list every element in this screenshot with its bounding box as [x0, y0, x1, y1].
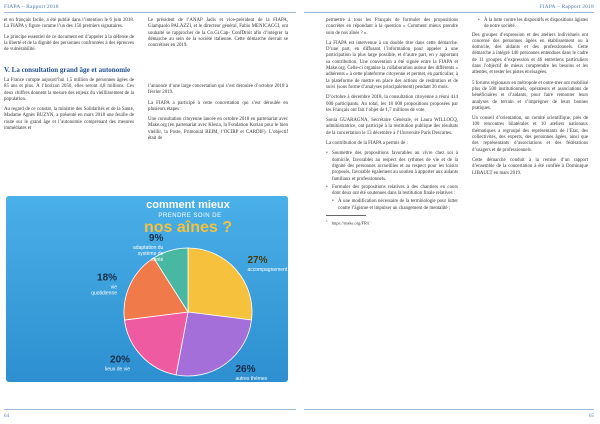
left-col1-section [4, 78, 134, 136]
pie-percent-label: 18% [97, 272, 118, 284]
section-title: V. La consultation grand âge et autonomie [4, 66, 131, 74]
pie-slices [124, 248, 252, 376]
left-col2-section [148, 84, 288, 146]
paragraph: Sonia GUARAGNA, Secrétaire Générale, et Laura WILLOCQ, administratrice, ont participé à la restitution publique des résultats de la concertation le 13 décembre à l’Université Paris Descartes. [326, 118, 458, 136]
paragraph: La contribution de la FIAPA a permis de : [326, 141, 408, 147]
contribution-list [326, 151, 458, 212]
footnote-text: https://make.org/FR/f [331, 219, 370, 225]
paragraph: et en français facile, a été publié dans l’intention le 6 juin 2018. La FIAPA y figure comme l’un des 150 premiers signataires. [4, 18, 134, 30]
pie-percent-label: 9% [148, 232, 164, 244]
footnote [326, 218, 458, 227]
paragraph: La FIAPA a participé à cette concertation qui s’est déroulée en plusieurs étapes : [148, 100, 288, 112]
pie-category-label: quotidienne [91, 290, 118, 297]
pie-category-label: adaptation du [133, 244, 164, 251]
pie-category-label: autres thèmes [235, 375, 268, 382]
right-col2 [472, 18, 588, 181]
paragraph: D’octobre à décembre 2018, la consultation citoyenne a réuni 414 000 participants. Au total, les 18 000 propositions proposées par les Français ont fait l’objet de 1,7 millions de vote. [326, 95, 458, 113]
paragraph: Au regard de ce constat, la ministre des Solidarités et de la Santé, Madame Agnès BUZYN, a présenté en mars 2018 une feuille de route sur le grand âge et l’autonomie comprenant des mesures immédiates et [4, 107, 134, 132]
continued-list [472, 18, 588, 31]
page-number-right: 65 [589, 414, 594, 419]
right-col1 [326, 18, 458, 226]
chart-title-line3: nos aînes ? [143, 219, 233, 236]
left-col2-top [148, 18, 288, 53]
page-number-left: 64 [4, 414, 9, 419]
paragraph: Cette démarche conduit à la remise d’un rapport d’ensemble de la concertation à été confiée à Dominique LIBAULT en mars 2019. [472, 157, 588, 176]
left-col1-top [4, 18, 134, 57]
paragraph: La France compte aujourd’hui 1,5 million de personnes âgées de 85 ans et plus. À l’horizon 2050, elles seront 4,8 millions. Ces deux chiffres donnent la mesure des enjeux du vieillissement de la population. [4, 78, 134, 102]
header-rule-left [4, 12, 296, 13]
running-head-left: FIAPA – Rapport 2018 [4, 4, 59, 10]
list-item-sub: • À une modification nécessaire de la terminologie pour lutter contre l’âgisme et impulser un changement de mentalité ; [326, 199, 458, 212]
pie-percent-label: 20% [110, 354, 131, 366]
pie-category-label: vie [110, 284, 118, 291]
chart-title-line2: PRENDRE SOIN DE [158, 213, 222, 219]
list-item-sub: • À la lutte contre les dispositifs et dispositions âgistes de notre société. [472, 18, 588, 31]
paragraph: Le président de l’ANAP Jadis et vice-président de la FIAPA, Giampaolo PALAZZI, et le directeur général, Fabio MENICACCI, ont souhaité se rapprocher de la Co.Gi.Cap- ConfDroit afin d’intégrer la démarche au sein de la société italienne. Cette démarche devrait se concrétiser en 2019. [148, 18, 288, 49]
pie-percent-label: 27% [247, 255, 268, 267]
running-head-right: FIAPA – Rapport 2018 [539, 4, 594, 10]
footnote-marker: 1 [326, 218, 328, 223]
pie-chart-infographic [6, 196, 288, 382]
right-page [300, 0, 600, 424]
pie-category-label: système de [137, 250, 164, 257]
paragraph: La FIAPA est intervenue à un double titre dans cette démarche. D’une part, en diffusant l’information pour appeler à une participation la plus large possible, et d’autre part, en y apportant sa contribution. Une convention a été signée entre la FIAPA et Make.org. Celle-ci organise la collaboration autour des différents « adhérents » à cette plateforme citoyenne et permet, en particulier, à la plateforme de mettre en place des actions de restitution et de suivi (sous forme d’analyses principalement) pendant 36 mois. [326, 40, 458, 90]
paragraph: Des groupes d’expression et des ateliers individuels ont concerné des personnes âgées en établissement ou à domicile, des aidants et des professionnels. Cette démarche a intégré 140 personnes entendues dans le cadre de 11 groupes d’expression et 46 entretiens particuliers dans l’objectif de mieux comprendre les besoins et les attentes, et tester les pistes envisagées. [472, 32, 588, 76]
pie-category-label: santé [151, 256, 164, 263]
list-item: • Soumettre des propositions favorables au vivre chez soi à domicile, favorables au respect des rythmes de vie et de la dignité des personnes accueillies et au respect pour les loisirs proposés, favorable également au soutien à apporter aux aidants familiaux et professionnels. [326, 151, 458, 182]
pie-category-label: lieux de vie [105, 366, 131, 373]
paragraph: l’annonce d’une large concertation qui s’est déroulée d’octobre 2018 à février 2019. [148, 84, 288, 96]
list-item: • Formuler des propositions relatives à des chantiers en cours dont deux ont été soutenues dans la restitution finale relatives : [326, 185, 458, 198]
paragraph: Le principe essentiel de ce document est d’appeler à la défense de la liberté et de la dignité des personnes confrontées à des épreuves de vulnérabilité. [4, 34, 134, 53]
paragraph: 5 forums régionaux en métropole et outre-mer ont mobilisé plus de 500 institutionnels, opérateurs et associations de bénéficiaires et d’aidants, pour faire remonter leurs analyses de terrain et s’imprégner de leurs bonnes pratiques. [472, 80, 588, 111]
pie-percent-label: 26% [235, 363, 256, 375]
paragraph: permettre à tous les Français de formuler des propositions concrètes en répondant à la question « Comment mieux prendre soin de nos aînés ? ». [326, 18, 458, 36]
paragraph: Une consultation citoyenne lancée en octobre 2018 en partenariat avec Make.org (en partenariat avec Klesia, la Fondation Korian pour le bien vieillir, la Poste, Primonial REIM, l’OCIRP et CARDIF). L’objectif était de [148, 117, 288, 142]
chart-title-line1: comment mieux [146, 199, 230, 211]
footnote-rule [326, 215, 366, 216]
footer-rule-right [304, 409, 594, 410]
paragraph: Un conseil d’orientation, un comité scientifique, près de 100 rencontres bilatérales et 10 ateliers nationaux thématiques a regroupé des représentants de l’Etat, des collectivités, des experts, des personnes âgées, ainsi que des représentants d’associations et des fédérations d’usagers et de professionnels. [472, 116, 588, 153]
header-rule-right [304, 12, 594, 13]
footer-rule-left [4, 409, 296, 410]
pie-category-label: accompagnement [247, 267, 288, 274]
pie-chart [6, 196, 288, 382]
